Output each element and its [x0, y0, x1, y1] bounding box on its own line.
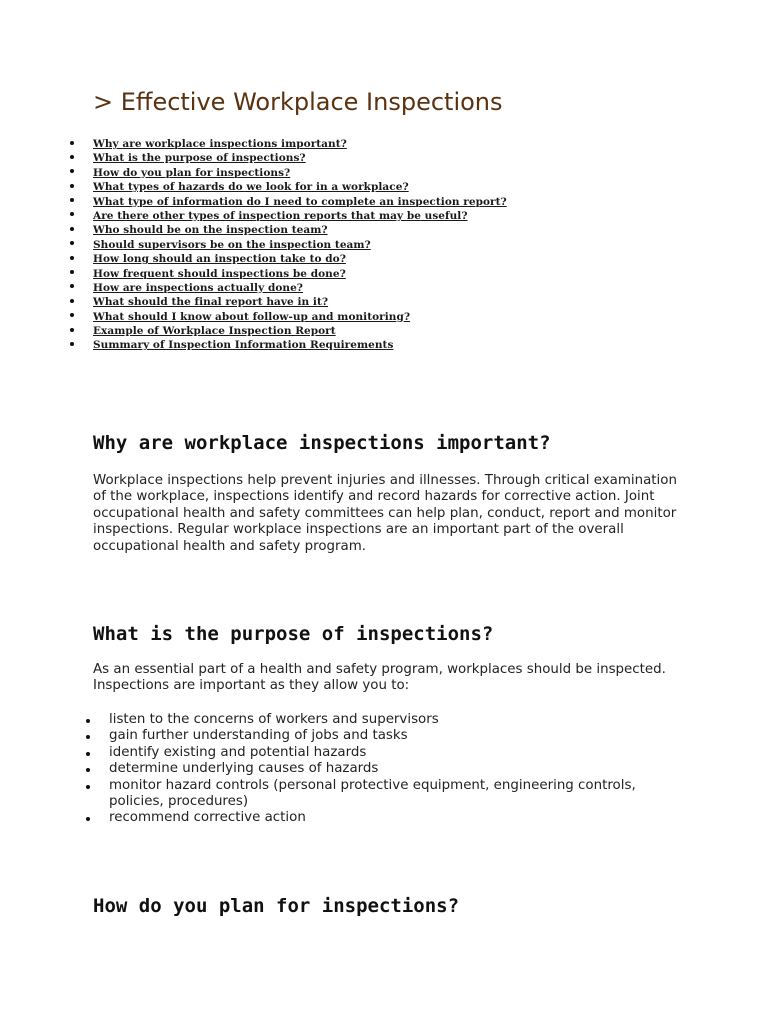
toc-item	[70, 265, 507, 279]
toc-item	[70, 221, 507, 235]
toc-link[interactable]: Why are workplace inspections important?	[93, 138, 347, 150]
toc-item	[70, 308, 507, 322]
section-paragraph-purpose: As an essential part of a health and safety program, workplaces should be inspected. Inspections are important as they allow you to:	[93, 662, 666, 694]
list-item: monitor hazard controls (personal protective equipment, engineering controls, policies, procedures)	[84, 778, 694, 811]
toc-item	[70, 149, 507, 163]
section-heading-purpose: What is the purpose of inspections?	[93, 623, 494, 645]
toc-link[interactable]: How frequent should inspections be done?	[93, 267, 346, 280]
list-item: recommend corrective action	[84, 810, 694, 826]
table-of-contents	[70, 135, 507, 351]
toc-link[interactable]: How are inspections actually done?	[93, 281, 304, 294]
toc-item	[70, 336, 507, 350]
toc-item	[70, 250, 507, 264]
purpose-bullet-list	[84, 712, 694, 827]
section-heading-planning: How do you plan for inspections?	[93, 895, 460, 917]
toc-item	[70, 207, 507, 221]
toc-link[interactable]: Should supervisors be on the inspection team?	[93, 238, 371, 251]
toc-link[interactable]: How long should an inspection take to do?	[93, 253, 346, 266]
toc-link[interactable]: Example of Workplace Inspection Report	[93, 325, 336, 338]
toc-link[interactable]: What types of hazards do we look for in a workplace?	[93, 181, 409, 194]
section-heading-importance: Why are workplace inspections important?	[93, 432, 551, 454]
toc-item	[70, 279, 507, 293]
toc-link[interactable]: How do you plan for inspections?	[93, 166, 291, 179]
toc-link[interactable]: Who should be on the inspection team?	[93, 224, 328, 237]
toc-item	[70, 322, 507, 336]
list-item: gain further understanding of jobs and tasks	[84, 728, 694, 744]
list-item: listen to the concerns of workers and supervisors	[84, 712, 694, 728]
toc-link[interactable]: What should I know about follow-up and monitoring?	[93, 310, 411, 323]
list-item: identify existing and potential hazards	[84, 745, 694, 761]
toc-item	[70, 178, 507, 192]
list-item: determine underlying causes of hazards	[84, 761, 694, 777]
toc-item	[70, 236, 507, 250]
page-title: > Effective Workplace Inspections	[93, 88, 503, 116]
toc-link[interactable]: What is the purpose of inspections?	[93, 152, 306, 165]
toc-link[interactable]: What should the final report have in it?	[93, 296, 329, 309]
toc-item	[70, 135, 507, 149]
toc-link[interactable]: Summary of Inspection Information Requirements	[93, 339, 394, 352]
toc-link[interactable]: What type of information do I need to complete an inspection report?	[93, 195, 507, 208]
toc-link[interactable]: Are there other types of inspection reports that may be useful?	[93, 209, 468, 222]
toc-item	[70, 193, 507, 207]
toc-item	[70, 293, 507, 307]
toc-item	[70, 164, 507, 178]
section-paragraph-importance: Workplace inspections help prevent injuries and illnesses. Through critical examination of the workplace, inspections identify and record hazards for corrective action. Joint occupational health and safety committees can help plan, conduct, report and monitor inspections. Regular workplace inspections are an important part of the overall occupational health and safety program.	[93, 473, 677, 554]
